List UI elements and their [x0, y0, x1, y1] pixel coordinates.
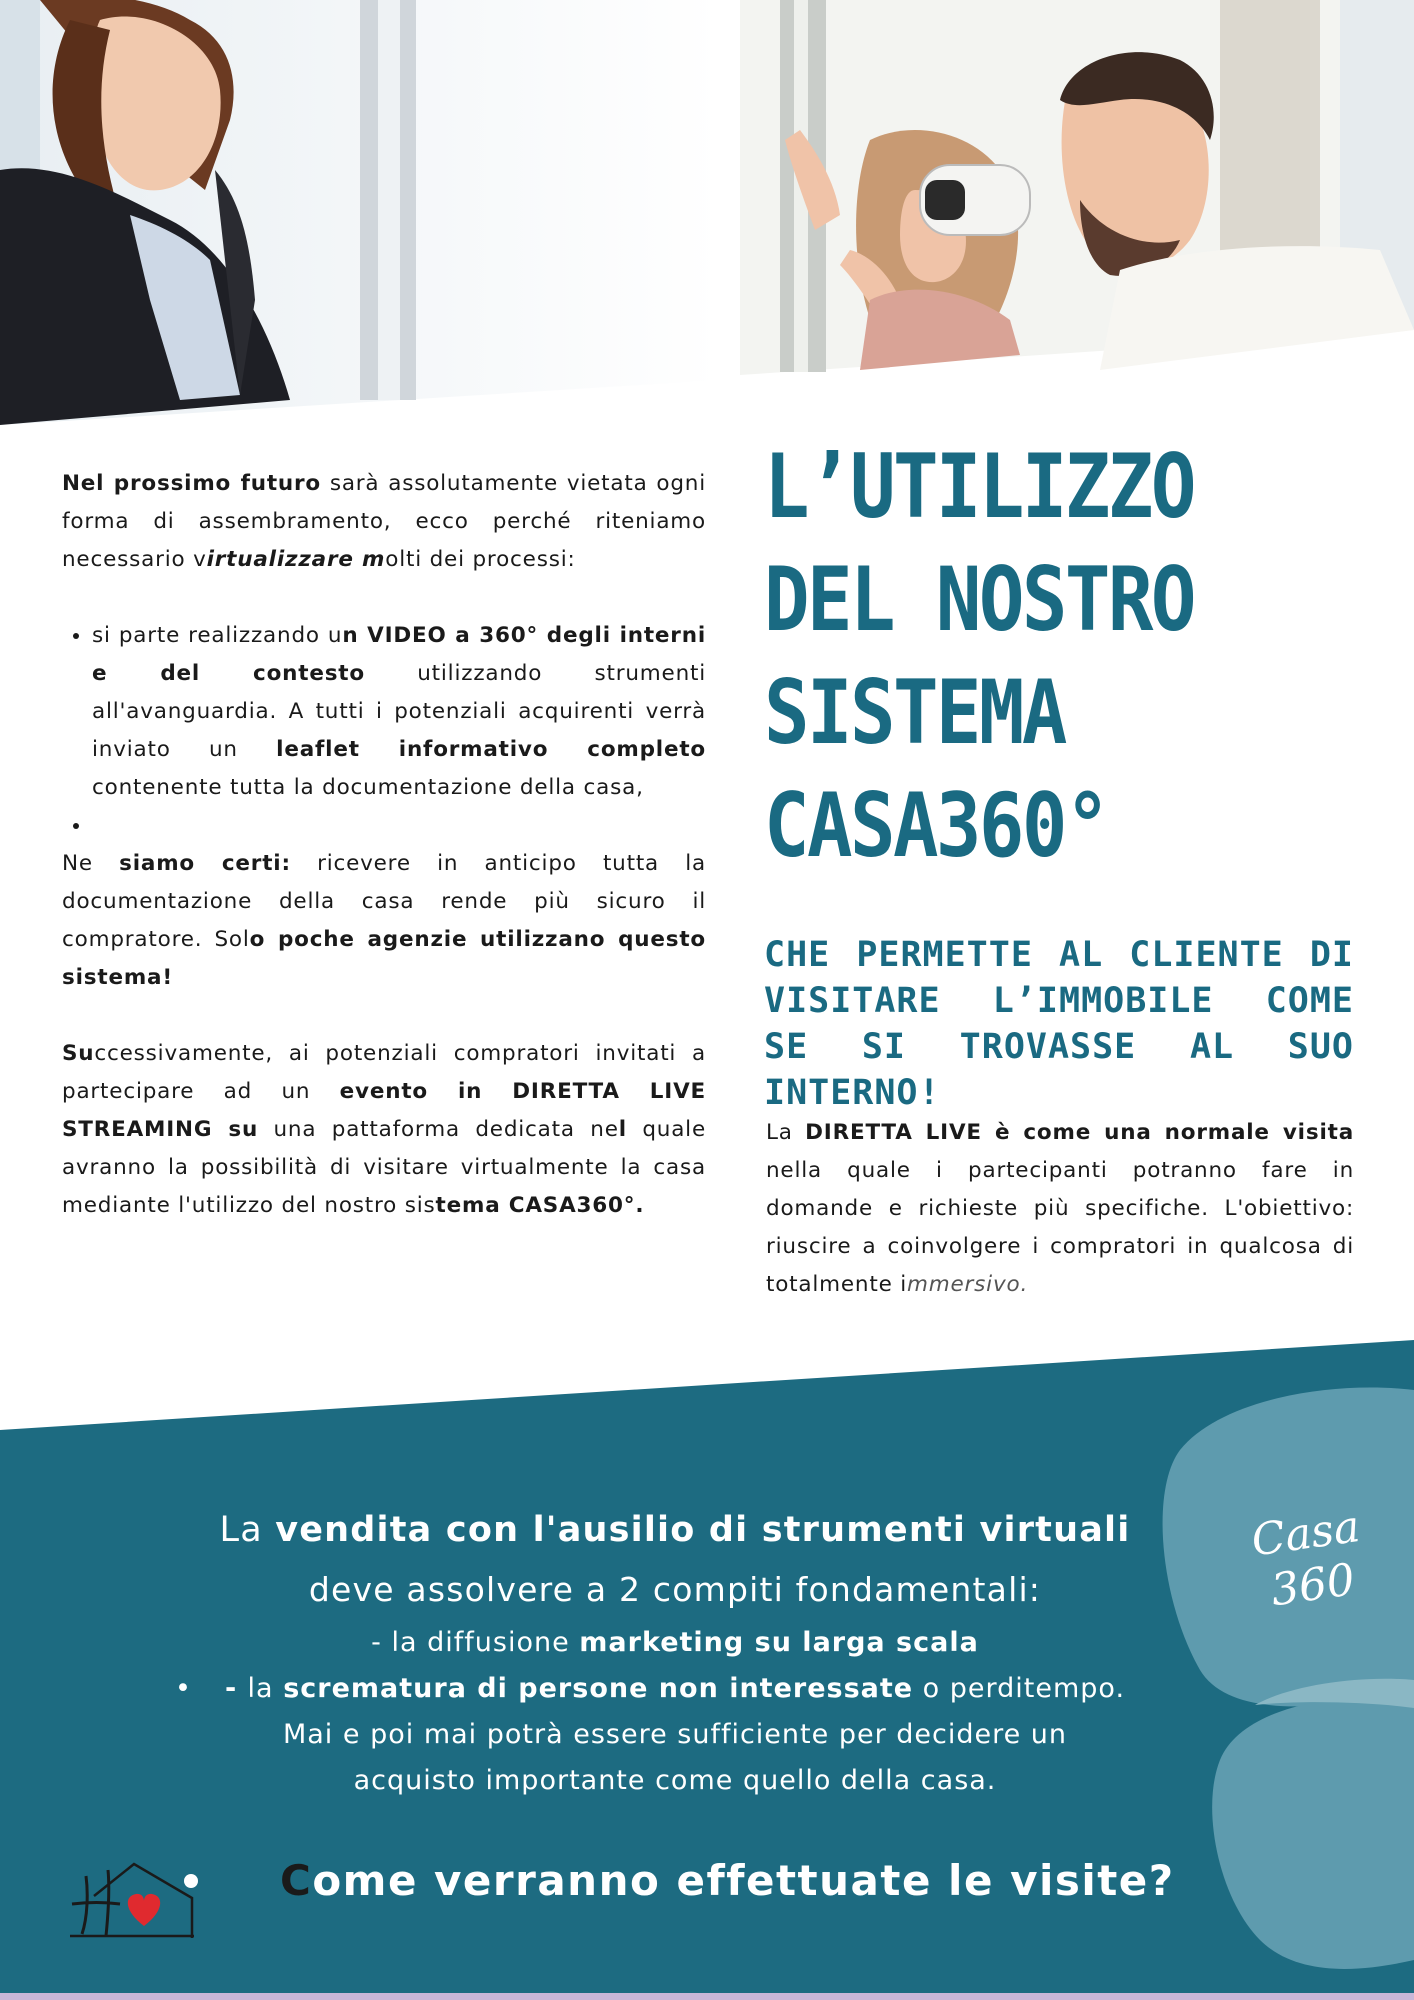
- bottom-line: deve assolvere a 2 compiti fondamentali:: [308, 1570, 1042, 1609]
- live-paragraph: La DIRETTA LIVE è come una normale visita nella quale i partecipanti potranno fare in domande e richieste più specifiche. L'obiettivo: riuscire a coinvolgere i compratori in qualcosa di totalmente immersivo.: [766, 1120, 1354, 1297]
- list-item: • si parte realizzando un VIDEO a 360° degli interni e del contesto utilizzando strumenti all'avanguardia. A tutti i potenziali acquirenti verrà inviato un leaflet informativo completo contenente tutta la documentazione della casa,: [92, 617, 706, 807]
- house-heart-logo-icon: [64, 1856, 204, 1946]
- process-list: [62, 617, 706, 845]
- bottom-line: acquisto importante come quello della casa.: [353, 1765, 997, 1796]
- certainty-paragraph: Ne siamo certi: ricevere in anticipo tutta la documentazione della casa rende più sicuro il compratore. Solo poche agenzie utilizzano questo sistema!: [62, 851, 707, 990]
- heading-line: L’UTILIZZO: [764, 435, 1194, 538]
- bottom-message: [150, 1500, 1200, 1804]
- bullet-dot: [184, 1874, 198, 1888]
- intro-paragraph: Nel prossimo futuro sarà assolutamente vietata ogni forma di assembramento, ecco perché riteniamo necessario virtualizzare molti dei processi:: [62, 471, 706, 572]
- bottom-line: Mai e poi mai potrà essere sufficiente per decidere un: [282, 1719, 1068, 1750]
- bottom-line: • - la scrematura di persone non interessate o perditempo.: [150, 1666, 1200, 1712]
- left-column-text: [62, 465, 706, 1225]
- photo-agent-woman: [0, 0, 720, 430]
- bullet-dot: •: [175, 1673, 192, 1704]
- subheading: CHE PERMETTE AL CLIENTE DI VISITARE L’IMMOBILE COME SE SI TROVASSE AL SUO INTERNO!: [764, 935, 1354, 1113]
- heading-line: DEL NOSTRO: [764, 548, 1194, 651]
- main-heading: [764, 430, 1280, 882]
- list-item-empty: [92, 807, 706, 845]
- heading-line: CASA360°: [764, 774, 1108, 877]
- photo-vr-couple: [740, 0, 1414, 380]
- heading-line: SISTEMA: [764, 661, 1065, 764]
- bottom-line: La vendita con l'ausilio di strumenti virtuali: [219, 1510, 1131, 1550]
- visits-question: Come verranno effettuate le visite?: [280, 1856, 1175, 1905]
- casa360-badge: Casa 360: [1248, 1500, 1364, 1617]
- bottom-strip: [0, 1993, 1414, 2000]
- bottom-line: - la diffusione marketing su larga scala: [371, 1627, 979, 1658]
- header-photos: [0, 0, 1414, 430]
- streaming-paragraph: Successivamente, ai potenziali compratori invitati a partecipare ad un evento in DIRETTA LIVE STREAMING su una pattaforma dedicata nel quale avranno la possibilità di visitare virtualmente la casa mediante l'utilizzo del nostro sistema CASA360°.: [62, 1041, 706, 1218]
